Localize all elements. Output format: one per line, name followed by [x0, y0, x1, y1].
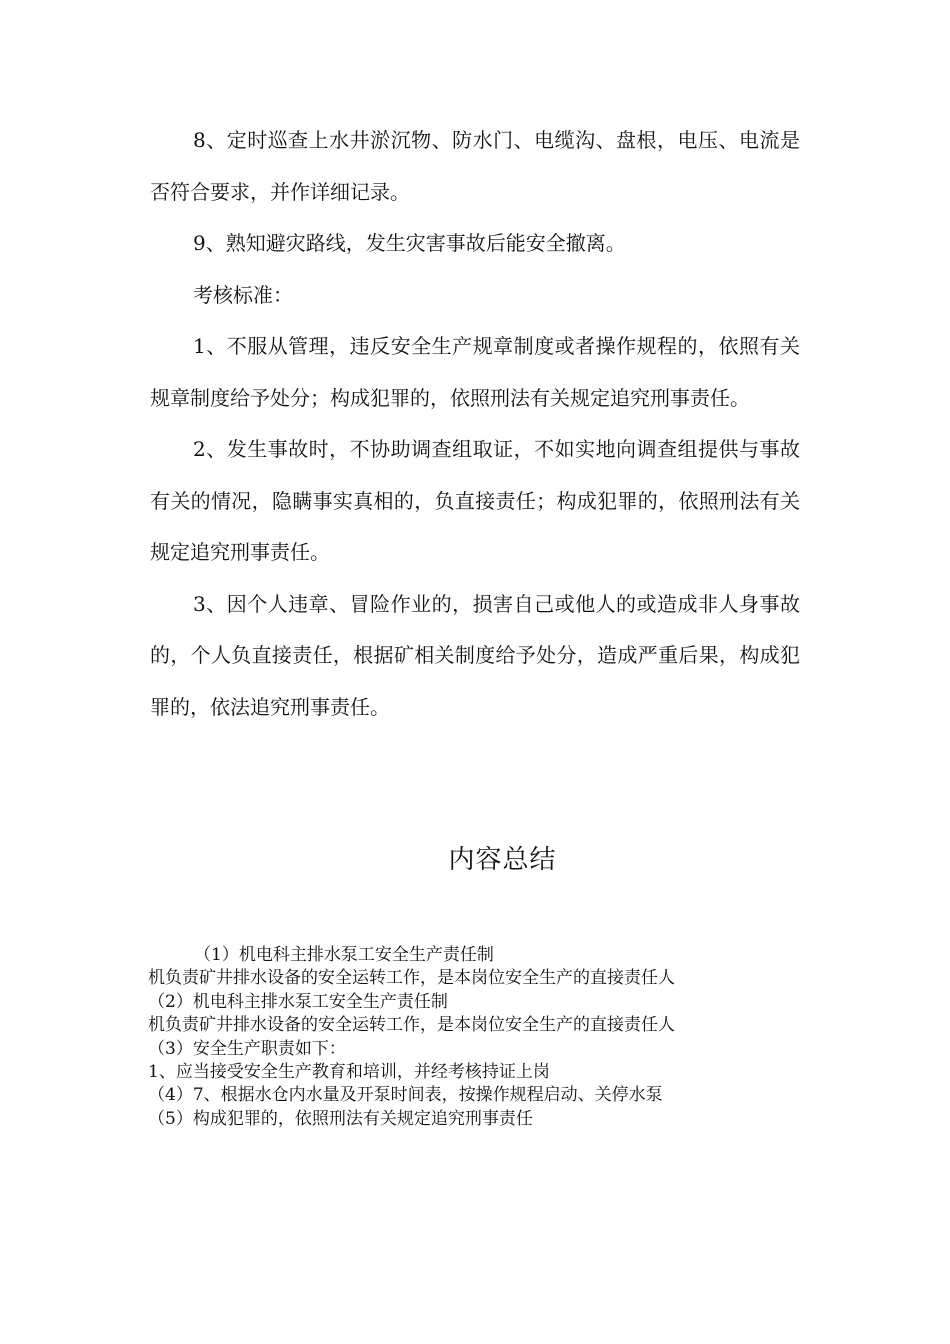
summary-line: （5）构成犯罪的，依照刑法有关规定追究刑事责任 [148, 1108, 533, 1129]
assessment-item-3: 3、因个人违章、冒险作业的，损害自己或他人的或造成非人身事故的，个人负直接责任，根据矿相关制度给予处分，造成严重后果，构成犯罪的，依法追究刑事责任。 [150, 591, 800, 719]
summary-title: 内容总结 [448, 845, 557, 875]
summary-line: （1）机电科主排水泵工安全生产责任制 [194, 945, 494, 965]
summary-line: 机负责矿井排水设备的安全运转工作，是本岗位安全生产的直接责任人 [148, 968, 675, 989]
summary-line: （3）安全生产职责如下： [148, 1038, 346, 1059]
paragraph-item-8: 8、定时巡查上水井淤沉物、防水门、电缆沟、盘根，电压、电流是否符合要求，并作详细记录。 [150, 128, 800, 204]
summary-line: （2）机电科主排水泵工安全生产责任制 [148, 991, 448, 1012]
paragraph-item-9: 9、熟知避灾路线，发生灾害事故后能安全撤离。 [193, 231, 626, 255]
assessment-item-1: 1、不服从管理，违反安全生产规章制度或者操作规程的，依照有关规章制度给予处分；构成犯罪的，依照刑法有关规定追究刑事责任。 [150, 334, 800, 410]
assessment-item-2: 2、发生事故时，不协助调查组取证，不如实地向调查组提供与事故有关的情况，隐瞒事实真相的，负直接责任；构成犯罪的，依照刑法有关规定追究刑事责任。 [150, 437, 800, 564]
summary-section [148, 944, 848, 1131]
assessment-standard-heading: 考核标准： [193, 282, 293, 307]
summary-line: 机负责矿井排水设备的安全运转工作，是本岗位安全生产的直接责任人 [148, 1015, 675, 1036]
document-body [150, 115, 800, 733]
summary-line: 1、应当接受安全生产教育和培训，并经考核持证上岗 [148, 1062, 550, 1083]
summary-line: （4）7、根据水仓内水量及开泵时间表，按操作规程启动、关停水泵 [148, 1085, 663, 1106]
